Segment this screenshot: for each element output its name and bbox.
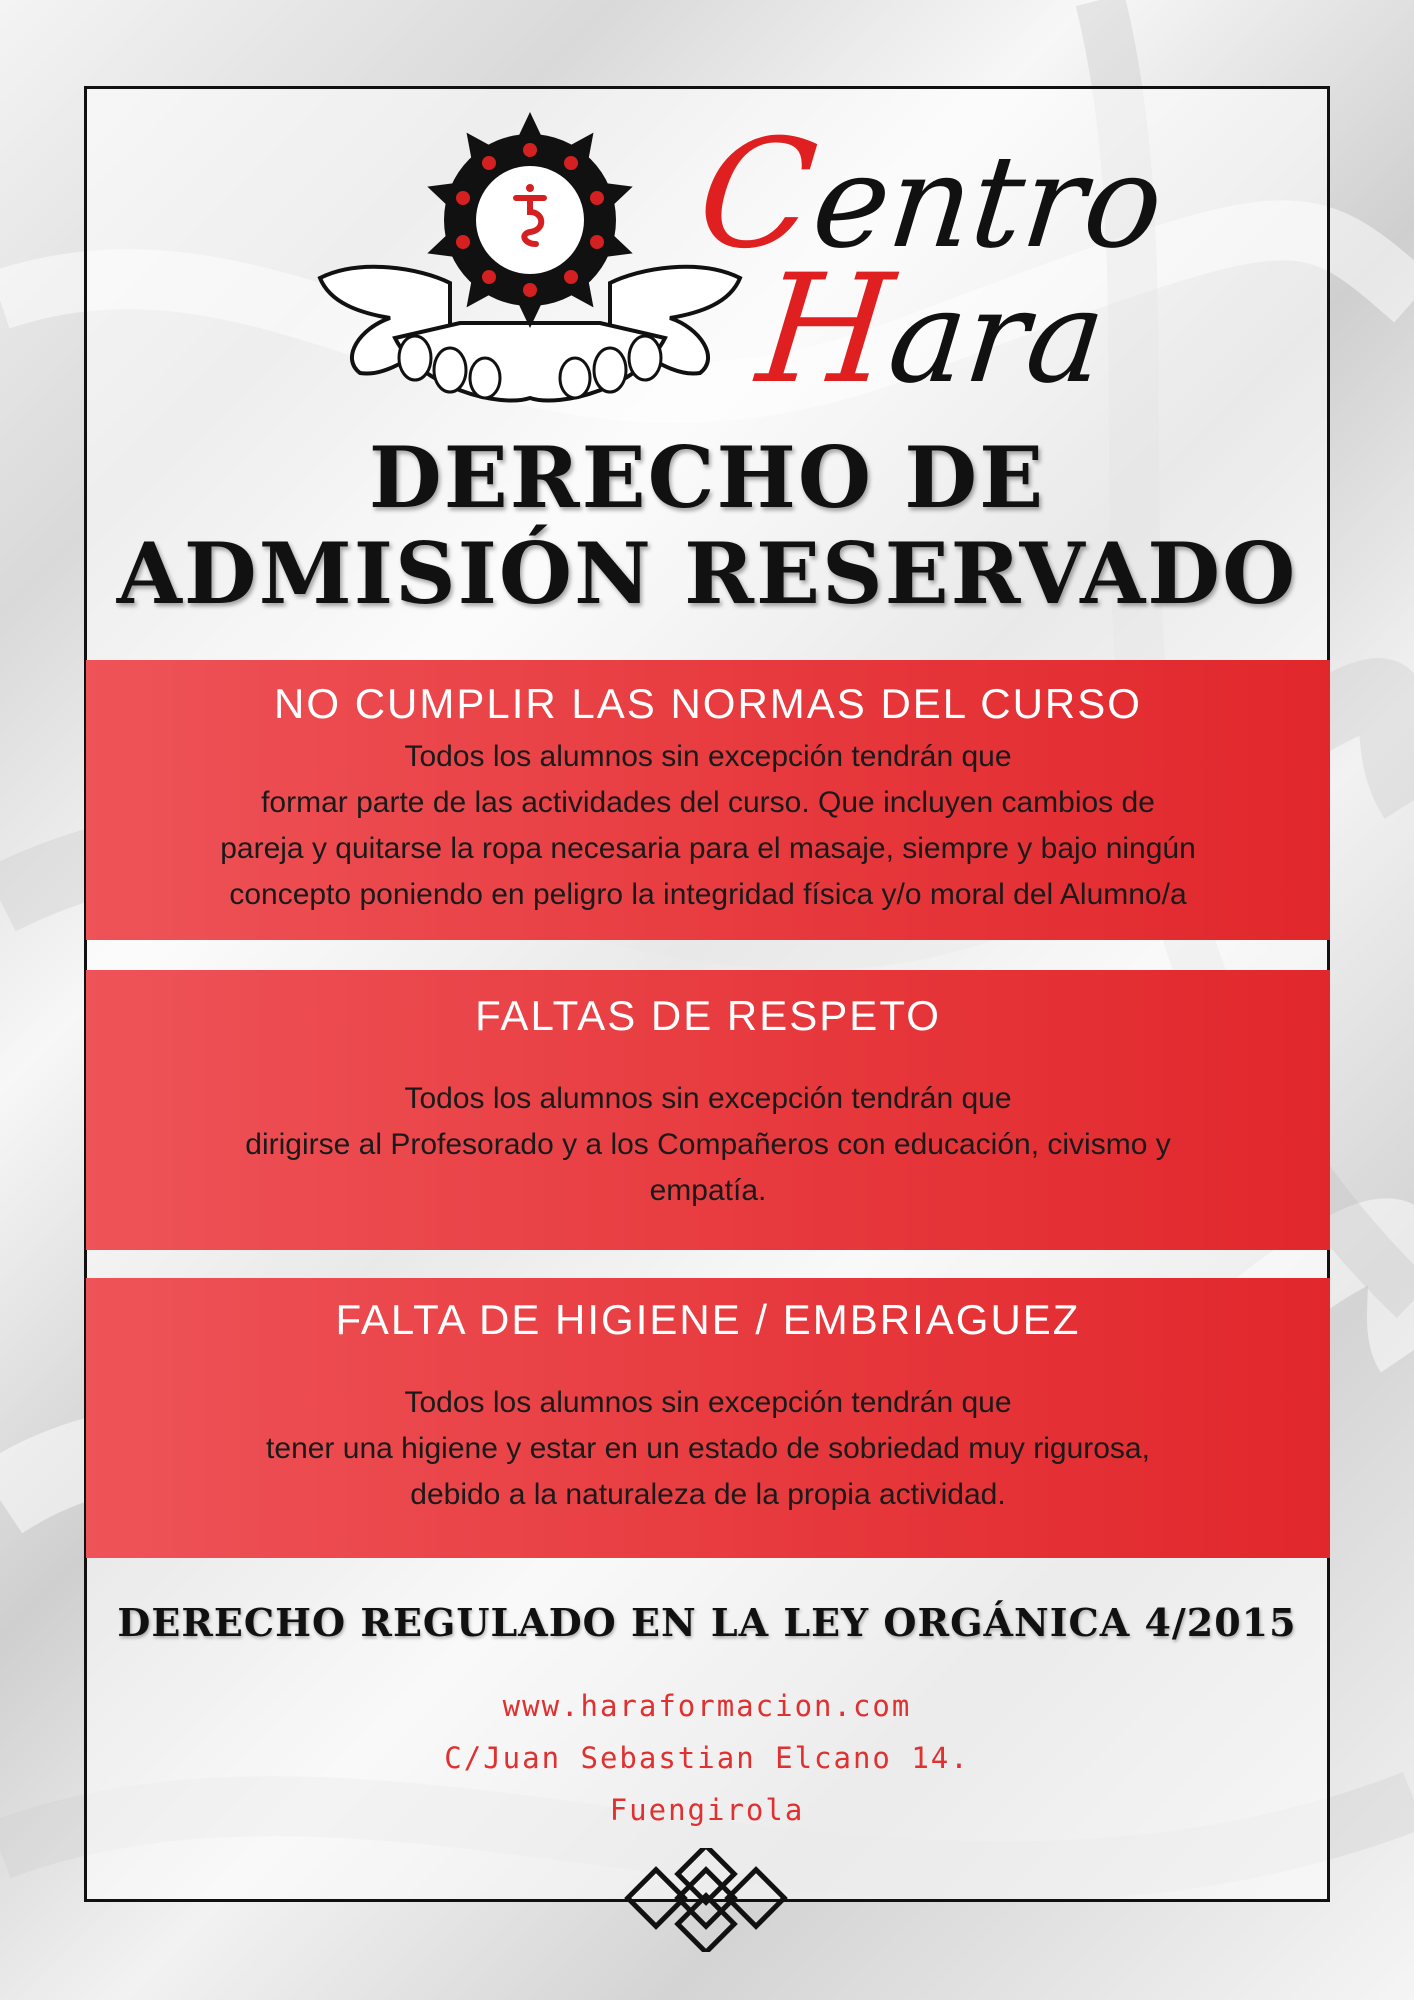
rule-text-line: formar parte de las actividades del curso. Que incluyen cambios de xyxy=(261,786,1155,819)
rule-text-line: dirigirse al Profesorado y a los Compañeros con educación, civismo y xyxy=(245,1128,1171,1161)
rule-text-line: concepto poniendo en peligro la integridad física y/o moral del Alumno/a xyxy=(229,878,1187,911)
brand-rest-ara: ara xyxy=(882,263,1112,412)
rule-text-line: debido a la naturaleza de la propia actividad. xyxy=(410,1478,1006,1511)
brand-line-centro xyxy=(690,108,1170,282)
page-title xyxy=(84,430,1330,622)
endless-knot-ornament xyxy=(618,1848,794,1952)
rule-panel-higiene xyxy=(86,1278,1330,1558)
rule-text-line: Todos los alumnos sin excepción tendrán que xyxy=(404,1386,1012,1419)
rule-text-line: tener una higiene y estar en un estado de sobriedad muy rigurosa, xyxy=(266,1432,1150,1465)
rule-text-line: Todos los alumnos sin excepción tendrán que xyxy=(404,1082,1012,1115)
rule-text xyxy=(86,734,1330,918)
rule-text-line: pareja y quitarse la ropa necesaria para el masaje, siempre y bajo ningún xyxy=(220,832,1196,865)
rule-heading: NO CUMPLIR LAS NORMAS DEL CURSO xyxy=(274,680,1142,727)
brand-wordmark xyxy=(690,90,1170,417)
law-prefix: DERECHO REGULADO EN LA xyxy=(117,1600,784,1645)
brand-initial-h: H xyxy=(750,243,900,417)
brand-rest-entro: entro xyxy=(806,128,1170,277)
rule-panel-normas xyxy=(86,660,1330,940)
website-link[interactable]: www.haraformacion.com xyxy=(502,1689,912,1723)
law-name: LEY ORGÁNICA 4/2015 xyxy=(783,1600,1297,1645)
address-text: C/Juan Sebastian Elcano 14. xyxy=(444,1741,970,1775)
rule-heading: FALTAS DE RESPETO xyxy=(475,992,941,1039)
brand-line-hara xyxy=(750,243,1112,417)
rule-heading: FALTA DE HIGIENE / EMBRIAGUEZ xyxy=(335,1296,1081,1343)
brand-initial-c: C xyxy=(690,108,824,282)
rule-text-line: Todos los alumnos sin excepción tendrán que xyxy=(404,740,1012,773)
rule-text-line: empatía. xyxy=(649,1174,767,1207)
rule-text xyxy=(86,1380,1330,1518)
contact-block xyxy=(84,1680,1330,1836)
rule-text xyxy=(86,1076,1330,1214)
law-reference xyxy=(84,1600,1330,1645)
page-title-line-1: DERECHO DE xyxy=(368,428,1046,527)
rule-panel-respeto xyxy=(86,970,1330,1250)
page-title-line-2: ADMISIÓN RESERVADO xyxy=(116,524,1298,623)
city-text: Fuengirola xyxy=(609,1793,805,1827)
